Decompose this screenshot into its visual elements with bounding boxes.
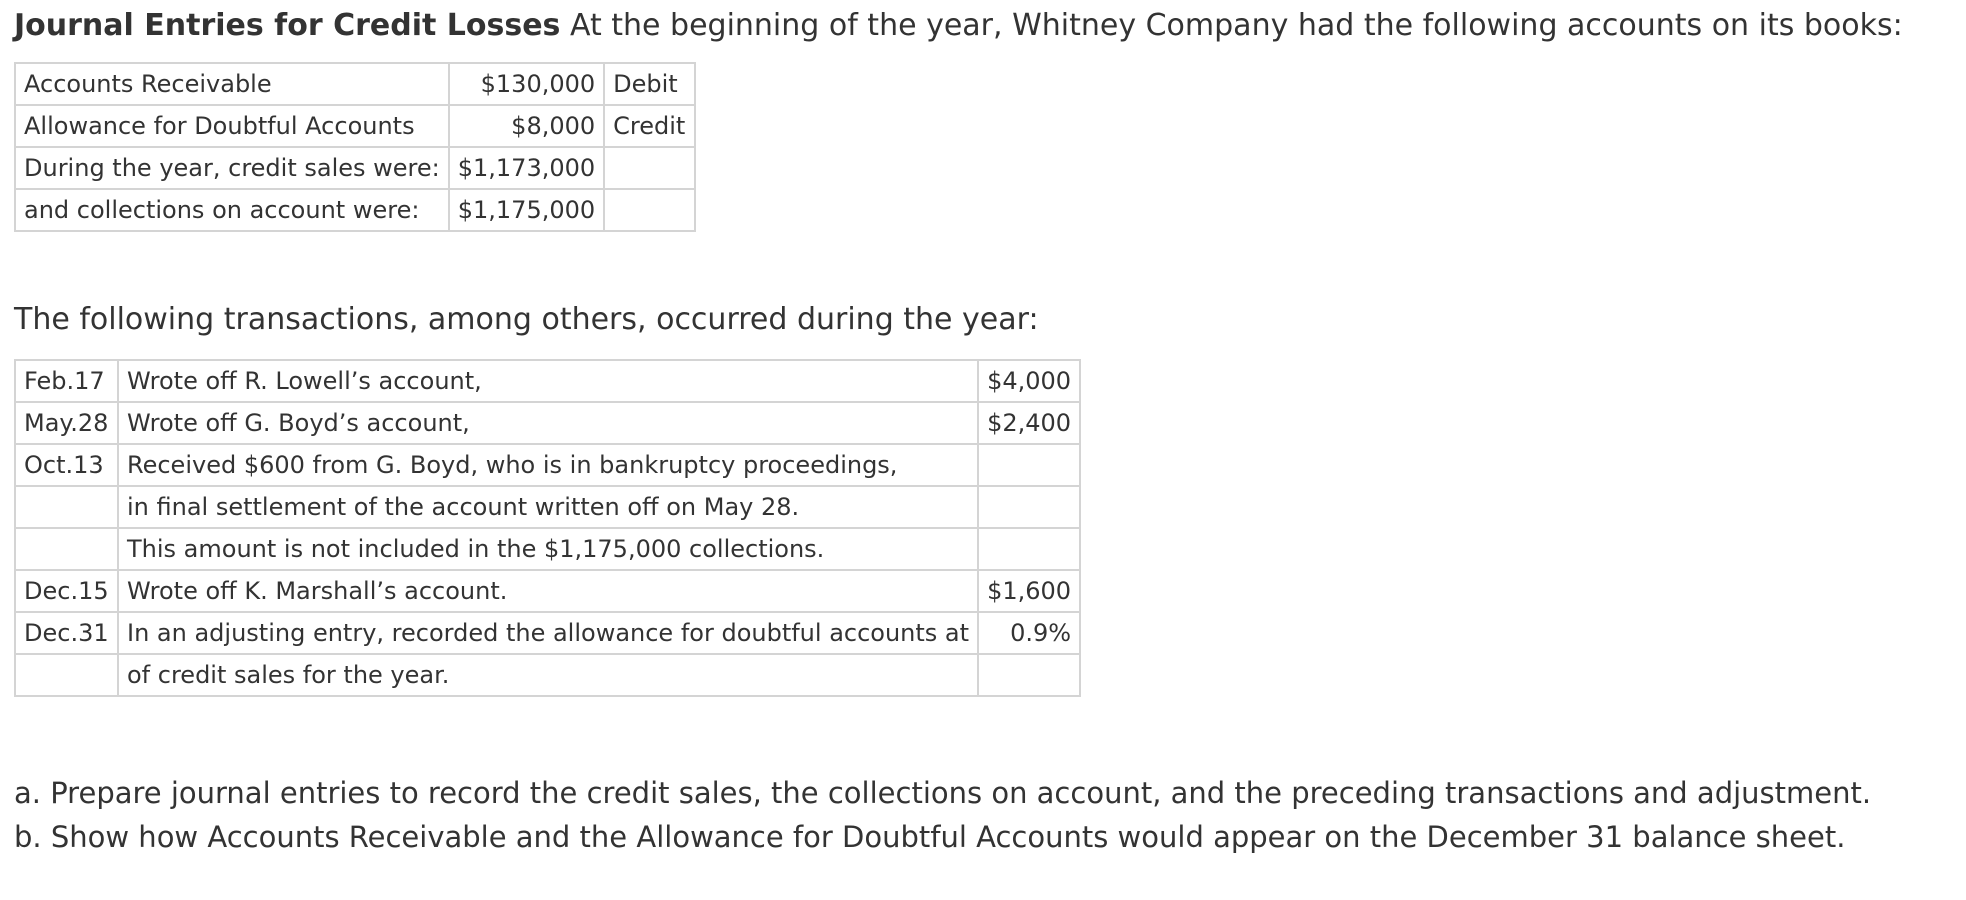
table-row bbox=[15, 360, 1080, 402]
amount-cell: $8,000 bbox=[449, 105, 604, 147]
table-row bbox=[15, 654, 1080, 696]
account-name-cell: Accounts Receivable bbox=[15, 63, 449, 105]
question-a: a. Prepare journal entries to record the credit sales, the collections on account, and the preceding transactions and adjustment. bbox=[14, 776, 1872, 810]
amount-cell: $130,000 bbox=[449, 63, 604, 105]
table-row bbox=[15, 486, 1080, 528]
date-cell: Dec.31 bbox=[15, 612, 118, 654]
date-cell: Oct.13 bbox=[15, 444, 118, 486]
account-name-cell: During the year, credit sales were: bbox=[15, 147, 449, 189]
date-cell: Dec.15 bbox=[15, 570, 118, 612]
balance-type-cell: Debit bbox=[604, 63, 695, 105]
table-row bbox=[15, 612, 1080, 654]
account-name-cell: and collections on account were: bbox=[15, 189, 449, 231]
table-row bbox=[15, 444, 1080, 486]
description-cell: Received $600 from G. Boyd, who is in bankruptcy proceedings, bbox=[118, 444, 978, 486]
amount-cell: $4,000 bbox=[978, 360, 1080, 402]
date-cell bbox=[15, 486, 118, 528]
table-row bbox=[15, 528, 1080, 570]
date-cell bbox=[15, 654, 118, 696]
opening-balances-table bbox=[14, 62, 696, 232]
table-row bbox=[15, 402, 1080, 444]
balance-type-cell bbox=[604, 189, 695, 231]
description-cell: This amount is not included in the $1,175,000 collections. bbox=[118, 528, 978, 570]
table-row bbox=[15, 63, 695, 105]
amount-cell: $2,400 bbox=[978, 402, 1080, 444]
transactions-heading: The following transactions, among others, occurred during the year: bbox=[14, 302, 1039, 337]
description-cell: Wrote off R. Lowell’s account, bbox=[118, 360, 978, 402]
date-cell: Feb.17 bbox=[15, 360, 118, 402]
description-cell: of credit sales for the year. bbox=[118, 654, 978, 696]
amount-cell bbox=[978, 444, 1080, 486]
problem-title: Journal Entries for Credit Losses bbox=[14, 8, 561, 43]
amount-cell bbox=[978, 486, 1080, 528]
problem-intro: At the beginning of the year, Whitney Company had the following accounts on its books: bbox=[560, 8, 1903, 43]
table-row bbox=[15, 189, 695, 231]
balance-type-cell: Credit bbox=[604, 105, 695, 147]
question-b: b. Show how Accounts Receivable and the Allowance for Doubtful Accounts would appear on the December 31 balance sheet. bbox=[14, 820, 1846, 854]
transactions-table bbox=[14, 359, 1081, 697]
date-cell bbox=[15, 528, 118, 570]
table-row bbox=[15, 147, 695, 189]
date-cell: May.28 bbox=[15, 402, 118, 444]
amount-cell bbox=[978, 654, 1080, 696]
balance-type-cell bbox=[604, 147, 695, 189]
table-row bbox=[15, 105, 695, 147]
account-name-cell: Allowance for Doubtful Accounts bbox=[15, 105, 449, 147]
problem-heading bbox=[14, 4, 1903, 48]
amount-cell: $1,600 bbox=[978, 570, 1080, 612]
table-row bbox=[15, 570, 1080, 612]
amount-cell: 0.9% bbox=[978, 612, 1080, 654]
description-cell: In an adjusting entry, recorded the allowance for doubtful accounts at bbox=[118, 612, 978, 654]
description-cell: Wrote off K. Marshall’s account. bbox=[118, 570, 978, 612]
amount-cell: $1,173,000 bbox=[449, 147, 604, 189]
description-cell: in final settlement of the account written off on May 28. bbox=[118, 486, 978, 528]
description-cell: Wrote off G. Boyd’s account, bbox=[118, 402, 978, 444]
amount-cell: $1,175,000 bbox=[449, 189, 604, 231]
amount-cell bbox=[978, 528, 1080, 570]
